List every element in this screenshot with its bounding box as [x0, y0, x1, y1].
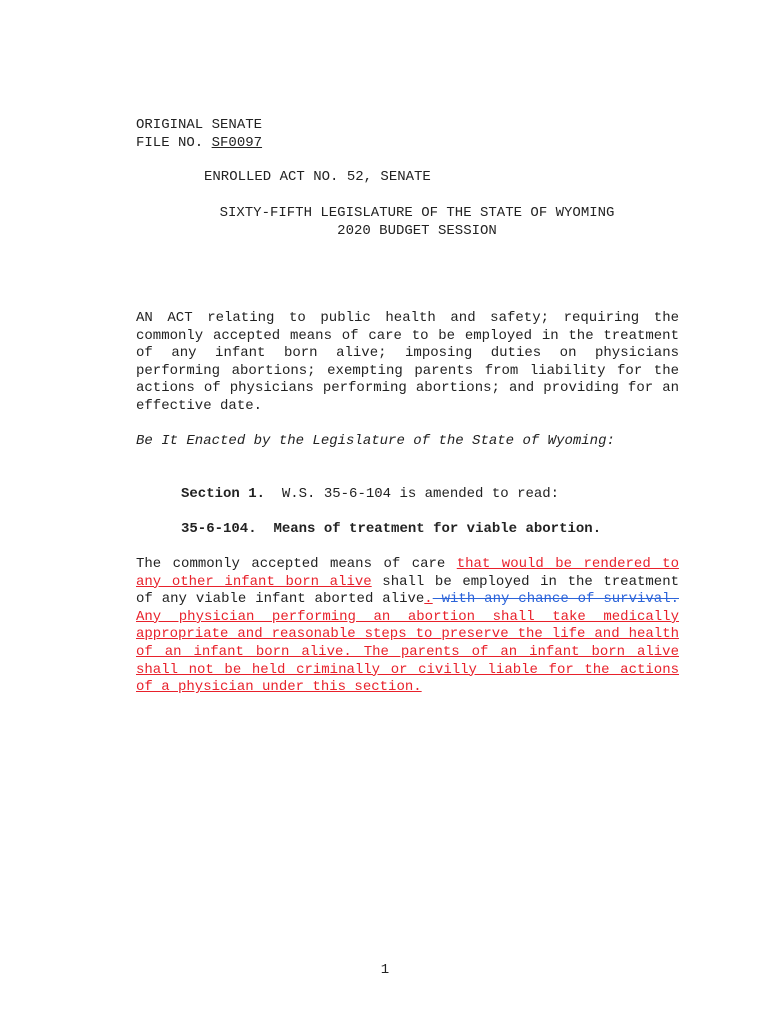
section-label: Section 1.	[181, 486, 266, 502]
section-line	[181, 486, 559, 504]
file-number-prefix: FILE NO.	[136, 135, 212, 151]
legislature-heading	[204, 205, 630, 240]
insertion-1: that would be rendered to any other infant born alive	[136, 556, 679, 590]
body-text-2: shall be employed in the treatment of any viable infant aborted alive	[136, 573, 679, 608]
file-number-line	[136, 135, 262, 153]
enacting-clause: Be It Enacted by the Legislature of the State of Wyoming:	[136, 433, 615, 449]
statute-body-paragraph	[136, 556, 679, 697]
statute-number: 35-6-104.	[181, 521, 257, 537]
page-number: 1	[380, 962, 390, 978]
session-name: 2020 BUDGET SESSION	[337, 222, 497, 239]
original-senate-label: ORIGINAL SENATE	[136, 117, 263, 133]
statute-heading	[181, 521, 601, 539]
section-text: W.S. 35-6-104 is amended to read:	[281, 486, 560, 502]
enrolled-act-line: ENROLLED ACT NO. 52, SENATE	[204, 169, 431, 185]
insertion-2: .	[424, 591, 433, 608]
deletion-1: with any chance of survival.	[432, 591, 679, 608]
statute-title: Means of treatment for viable abortion.	[273, 521, 602, 537]
body-text-1: The commonly accepted means of care	[136, 556, 457, 572]
act-title-paragraph: AN ACT relating to public health and safety; requiring the commonly accepted means of care to be employed in the treatment of any infant born alive; imposing duties on physicians performing abortions; exempting parents from liability for the actions of physicians performing abortions; and providing for an effective date.	[136, 310, 679, 414]
insertion-3: Any physician performing an abortion shall take medically appropriate and reasonable steps to preserve the life and health of an infant born alive. The parents of an infant born alive shall not be held criminally or civilly liable for the actions of a physician under this section.	[136, 608, 679, 696]
legislature-name: SIXTY-FIFTH LEGISLATURE OF THE STATE OF WYOMING	[219, 205, 615, 221]
file-number: SF0097	[211, 135, 263, 151]
